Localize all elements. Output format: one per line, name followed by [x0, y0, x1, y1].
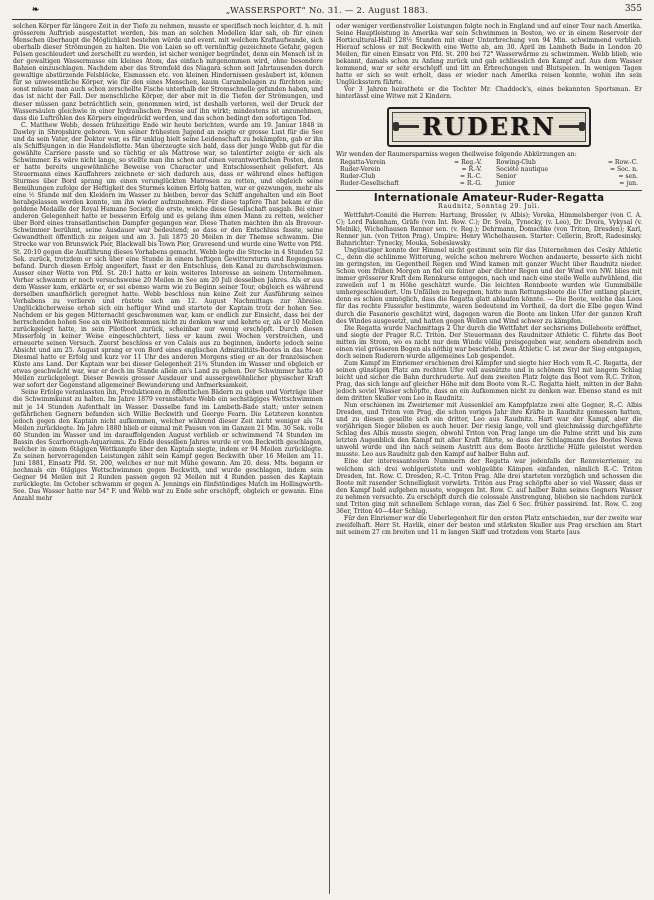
paragraph: Ungünstiger konnte der Himmel nicht gestimmt sein für das Unternehmen des Cesky Athletic C., denn die schlimme Witterung, welche schon mehrere Wochen andauerte, besserte sich nicht im geringsten, im Gegentheil Regen und Wind kamen mit ganzer Wucht über Raudnitz nieder. Schon vom frühen Morgen an fiel ein feiner aber dichter Regen und der Wind von NW. blies mit immer grösserer Kraft dem Rennkurse entgegen, nach und nach eine steile Welle aufwühlend, die zuweilen auf 1 m Höhe geschätzt wurde. Die leichten Rennboote wurden wie Gummibälle umhergeschleudert. Um Unfällen zu begegnen, hatte man Rettungsboote die Ufer entlang placirt, denn es schien unmöglich, dass die Regatta glatt ablaufen könnte. — Die Boote, welche das Loos für das rechte Flussufer bestimmte, waren bedeutend im Vortheil, da dort die Elbe gegen Wind durch die Fasanerie geschützt wird, dagegen waren die Boote am linken Ufer der ganzen Kraft des Windes ausgesetzt, und hatten gegen Wellen und Wind schwer zu kämpfen.	[336, 247, 642, 325]
abbreviation-entry: Société nautique = Soc. n.	[496, 165, 638, 173]
abbreviation-entry: Rowing-Club = Row.-C.	[496, 158, 638, 166]
abbreviations-intro: Wir wenden der Raumersparniss wegen theilweise folgende Abkürzungen an:	[336, 150, 577, 158]
paragraph: Zum Kampf im Einriemer erschienen drei Kämpfer und siegte hier Hoch vom R.-C. Regatta, der seinen günstigen Platz am rechten Ufer voll ausnützte und in schönem Styl mit langem Schlag leicht und sicher die Bahn durchruderte. Auf dem zweiten Platz folgte das Boot vom R.C. Triton, Prag, das sich lange auf gleicher Höhe mit dem Boote vom R.-C. Regatta hielt, mitten in der Bahn jedoch soviel Wasser schöpfte, dass an ein Aufkommen nicht zu denken war. Ebenso stand es mit dem dritten Skuller vom Leo in Raudnitz.	[336, 359, 642, 403]
page-header	[12, 4, 642, 18]
paragraph: Die Regatta wurde Nachmittags 2 Uhr durch die Wettfahrt der sechsriems Dolleboote eröffnet, und siegte der Prager R.C. Triton. Der Steuermann des Raudnitzer Athletic C. führte das Boot mitten im Strom, wo es nicht nur dem Winde völlig preisgegeben war, sondern obendrein noch einen viel grösseren Bogen als nöthig war beschrieb. Dem Athletic C. ist zwar der Sieg entgangen, doch seinen Ruderern wurde allgemeines Lob gespendet.	[336, 324, 642, 360]
paragraph: C. Matthew Webb, dessen frühzeitige Ende wir heute berichten, wurde am 19. Januar 1848 in Dawley in Shropshire geboren. Von seiner frühesten Jugend an zeigte er grosse Lust für die See und da sein Vater, der Doktor war, es für unklug hielt seine Leidenschaft zu bekämpfen, gab er ihn als Schiffsjungen in die Handelsflotte. Man überzeugte sich bald, dass der junge Webb gut für die gewählte Carriere passte und so tüchtig er als Mattrose war, so talentirter zeigte er sich als Schwimmer. Es wäre nicht lange, so stellte man ihn schon auf einen verantwortlichen Posten, denn er hatte bereits ungewöhnliche Beweise von Character und Entschlossenheit geliefert. Als Steuermann eines Kauffahrers zeichnete er sich dadurch aus, dass er während eines heftigen Sturmes über Bord sprang um einen verunglückten Matrosen zu retten, und obgleich seine Bemühungen zufolge der Heftigkeit des Sturmes keinen Erfolg hatten, war er gezwungen, mehr als eine ½ Stunde mit den Kleidern im Wasser zu bleiben, bevor das Schiff angehalten und ein Boot herabgelassen werden konnte, um ihn wieder aufzunehmen. Für diese tapfere That bekam er die goldene Medaille der Royal Humane Society, die erste, welche diese Gesellschaft ausgab. Bei einer anderen Gelegenheit hatte er besseren Erfolg und es gelang ihm einen Mann zu retten, welcher über Bord eines transatlantischen Dampfer gegangen war. Diese Thaten machten ihn als Bravour-Schwimmer berühmt, seine Ausdauer war bedeutend; so dass er den Entschluss fasste, seine Gewandtheit öffentlich zu zeigen und am 3. Juli 1875 20 Meilen in der Themse schwamm. Die Strecke war von Brunswick Pier, Blackwall bis Town Pier, Gravesend und wurde eine Wette von Pfd. St. 20:10 gegen die Ausführung dieses Vorhabens gemacht. Webb legte die Strecke in 4 Stunden 52 Sek. zurück, trotzdem er sich über eine Stunde in einem heftigen Gewittersturm und Regengusss befand. Durch diesen Erfolg angeeifert, fasst er den Entschluss, den Kanal zu durchschwimmen. Ausser einer Wette von Pfd. St. 20:1 hatte er kein weiteres Interesse an seinem Unternehmen. Vorher schwamm er noch versuchsweise 20 Meilen in See am 20 Juli desselben Jahres. Als er aus dem Wasser kam, erklärte er, er sei ebenso warm wie zu Beginn seiner Tour, obgleich es während derselben unaufhörlich geregnet hatte. Webb beschloss nun keine Zeit zur Ausführung seines Vorhabens zu verlieren und rüstete sich am 12. August Nachmittags zur Abreise. Unglücklicherweise erhob sich ein heftiger Wind und startete der Kaptain trotz der hohen See. Nachdem er bis gegen Mitternacht geschwommen war, kam er endlich zur Einsicht, dass bei der herrschenden hohen See an ein Weiterkommen nicht zu denken war und kehrte er, als er 10 Meilen zurückgelegt hatte, in sein Pilotboot zurück, scheinbar nur wenig erschöpft. Durch diesen Misserfolg in keiner Weise eingeschüchtert, liess er kaum zwei Wochen verstreichen, und erneuerte seinen Versuch. Zuerst beschloss er von Calais aus zu beginnen, änderte jedoch seine Absicht und am 25. August sprang er von Bord eines englischen Admiralitäts-Bootes in das Meer. Diesmal hatte er Erfolg und kurz vor 11 Uhr des anderen Morgens stieg er an der französischen Küste ans Land. Der Kaptain war bei dieser Gelegenheit 21¾ Stunden im Wasser und obgleich er etwas geschwächt war, war er doch im Stande allein an's Land zu gehen. Der Schwimmer hatte 40 Meilen zurückgelegt. Dieser Beweis grosser Ausdauer und aussergewöhnlicher physischer Kraft war sofort der Gegenstand allgemeiner Bewunderung und Anfmerksamkeit.	[13, 121, 323, 390]
section-title: Internationale Amateur-Ruder-Regatta	[373, 192, 605, 204]
right-column	[336, 23, 642, 895]
abbreviation-entry: Regatta-Verein = Reg.-V.	[340, 158, 482, 166]
header-rule	[12, 19, 642, 20]
ornament-mark: ❧	[32, 4, 40, 14]
running-title: „WASSERSPORT“ No. 31. — 2. August 1883.	[225, 5, 429, 15]
paragraph: oder weniger verdienstvoller Leistungen folgte noch in England und auf einer Tour nach Amerika. Seine Hauptleistung in Amerika war sein Schwimmen in Boston, wo er in einem Reservoir der Horticultural-Hall 128½ Stunden mit einer Unterbrechung von 94 Min. schwimmend verblieb. Hierauf schloss er mit Beckwith eine Wette ab, am 30. April im Lambeth Bade in London 20 Meilen, für einen Einsatz von Pfd. St. 200 bei 72° Wasserwärme zu schwimmen. Webb blieb, wie bekannt, damals schon zu Anfang zurück und gab schliesslich den Kampf auf. Aus dem Wasser kommend, war er sehr erschöpft und litt an Erbrechungen und Blutspeien. In wenigen Tagen hatte er sich so weit erholt, dass er wieder nach Amerika reisen konnte, wohin ihn sein Unglücksstern führte.	[336, 23, 642, 87]
section-banner	[387, 107, 591, 147]
oar-blade-left-icon	[393, 122, 399, 131]
section-rule	[336, 190, 642, 191]
banner-frame	[392, 112, 586, 142]
abbreviation-entry: Junior = jun.	[496, 179, 638, 187]
section-subtitle: Raudnitz, Sonntag 29. Juli.	[438, 202, 540, 210]
abbreviation-entry: Ruder-Verein = R.-V.	[340, 165, 482, 173]
paragraph: solchen Körper für längere Zeit in der Tiefe zu nehmen, musste er specifisch noch leichter, d. h. mit grösserem Auftrieb ausgestattet werden, bis man an solchen Modellen klar sah, ob für einen Menschen überhaupt die Möglichkeit bestehen würde und event. mit welchem Kraftaufwande, sich oberhalb dieser Strömungen zu halten. Die von Laien so oft vernünftig gezeichnete Gefahr, gegen Felsen geschleudert und zerschellt zu werden, ist sicher weniger begründet, denn ein Mensch ist in der gewaltigen Wassermasse ein kleines Atom, das einfach mitgenommen wird, ohne besondere Bahnen einzuschlagen. Nachdem aber das Stromfeld des Niagara schon seit Jahrtausenden durch gewaltige abstürzende Felsblöcke, Eismassen etc. von kleinen Hindernissen gesäubert ist, können für so unwesentliche Körper, wie für den eines Menschen, kaum Carambolagen zu fürchten sein; sonst müsste man auch schon zerschellte Fische unterhalb der Stromschnelle gefunden haben, und das ist nicht der Fall. Der menschliche Körper, der aber mit in die Tiefen der Strömungen, und dieser müssen ganz beträchtlich sein, genommen wird, ist deshalb verloren, weil der Druck der Wassersäulen gleichwie in einer hydraulischen Presse auf ihn wirkt; mindestens ist anzunehmen, dass die Luftröhlen des Körpers eingedrückt werden, und das schon bedingt den sofortigen Tod.	[13, 23, 323, 122]
abbreviation-table	[340, 159, 638, 187]
oar-blade-right-icon	[579, 122, 585, 131]
paragraph: Wettfahrt-Comité die Herren: Hartung, Bressler, (v. Albis); Voreka, Himmelsberger (von C. A. C); Lord Pakenham, Gräfe (von Int. Row. C.); Dr. Svela, Tynecky, (v. Leo), Dr. Dvora, Vykysal (v. Melnik), Wichelhausen Renner sen. (v. Reg.); Dehrmann, Domschke (von Triton, Dresden); Karl, Renner jun. (von Triton Prag). Umpire: Henry Wichelhausen. Starter: Cellerin, Broft, Radesinsky. Bahnrichter: Tynecky, Mouka, Sobeslawsky.	[336, 211, 642, 248]
paragraph: Vor 3 Jahren heirathete er die Tochter Mr. Chaddock's, eines bekannten Sportsman. Er hinterlässt eine Witwe mit 2 Kindern.	[336, 86, 642, 101]
left-column	[13, 23, 323, 895]
paragraph: Nun erschienen im Zweiriemer mit Aussenkiel am Kampfplatze zwei alte Gegner, R.-C. Albis Dresden, und Triton von Prag, die schon voriges Jahr ihre Kräfte in Raudnitz gemessen hatten, und zu diesen gesellte sich ein dritter, Leo aus Raudnitz. Hart war der Kampf, aber die vorjährigen Sieger blieben es auch heuer. Der riesig lange, voll und gleichmässig durchgeführte Schlag des Albis musste siegen, obwohl Triton von Prag lange um die Palme stritt und bis zum letzten Augenblick den Kampf mit aller Kraft führte, so dass der Schlagmann des Bootes Newa unwohl wurde und ihn nach seinem Austritt aus dem Boote ärztliche Hülfe geleistet werden musste. Leo aus Raudnitz gab den Kampf auf halber Bahn auf.	[336, 402, 642, 459]
abbreviation-entry: Senior = sen.	[496, 172, 638, 180]
paragraph: Für den Einriemer war die Ueberlegenheit für den ersten Platz entschieden, nur der zweite war zweifelhaft. Herr St. Havlik, einer der besten und stärksten Skuller aus Prag erschien am Start mit seinem 27 cm breiten und 11 m langen Skiff und trotzdem vom Starte [aus	[336, 514, 642, 536]
abbreviation-entry: Ruder-Gesellschaft = R.-G.	[340, 179, 482, 187]
column-separator	[329, 22, 330, 894]
page-number: 355	[624, 4, 642, 14]
abbreviation-entry: Ruder-Club = R.-C.	[340, 172, 482, 180]
banner-word: RUDERN	[422, 111, 556, 141]
paragraph: Eine der interessantesten Nummern der Regatta war jedenfalls der Rennvierriemer, zu welchem sich drei wohlgerüstete und wohlgeübte Kämpen einfanden, nämlich R.-C. Triton Dresden, Int. Row. C. Dresden, R.-C. Triton Prag. Alle drei starteten vorzüglich und schossen die Boote mit rasender Schnelligkeit vorwärts. Triton aus Prag schöpfte aber so viel Wasser, dass er den Kampf bald aufgeben musste, wogegen Int. Row. C. auf halber Bahn seines Gegners Wasser zu nehmen versuchte. Zu erschöpft durch die colossale Anstrengung, blieben sie nachdem zurück und Triton ging mit schnellem Schlage voran, das Ziel 6 Sec. früher passirend. Int. Row. C. zog 36er, Triton 40—44er Schlag.	[336, 458, 642, 515]
paragraph: Seine Erfolge veranlassten ihn, Produktionen in öffentlichen Bädern zu geben und Vorträge über die Schwimmkunst zu halten. Im Jahre 1879 veranstaltete Webb ein sechstägiges Wettschwimmen mit je 14 Stunden Aufenthalt im Wasser. Dasselbe fand im Lambeth-Bade statt; unter seinen gefährlichen Gegnern befanden sich Willie Beckwith und George Fearn. Die Letzteren konnten jedoch gegen den Kaptain nicht aufkommen, welcher während dieser Zeit nicht weniger als 74 Meilen zurücklegte. Im Jahre 1880 blieb er einmal mit Pausen von im Ganzen 21 Min. 30 Sek. volle 60 Stunden im Wasser und im darauffolgenden August verblieb er schwimmend 74 Stunden im Bassin des Scarborough-Aquariums. Zu Ende desselben Jahres wurde er von Beckwith geschlagen, welcher in einem 6tägigen Wettkampfe über den Kaptain siegte, indem er 94 Meilen zurücklegte. Zu seinen hervorragenden Leistungen zählt sein Kampf gegen Beckwith über 16 Meilen am 11. Juni 1881, Einsatz Pfd. St. 200, welches er nur mit Mühe gewann. Am 20. dess. Mts. begann er nochmals ein 6tägiges Wettschwimmen gegen Beckwith, und wurde geschlagen, indem sein Gegner 94 Meilen mit 2 Runden passen gegen 92 Meilen mit 4 Runden passen des Kaptain zurücklegte. Im October schwamm er gegen A. Jennings ein fünfstündiges Match im Hollingworth-See. Das Wasser hatte nur 54° F. und Webb war zu Ende sehr erschöpft, obgleich er gewann. Eine Anzahl mehr	[13, 389, 323, 503]
